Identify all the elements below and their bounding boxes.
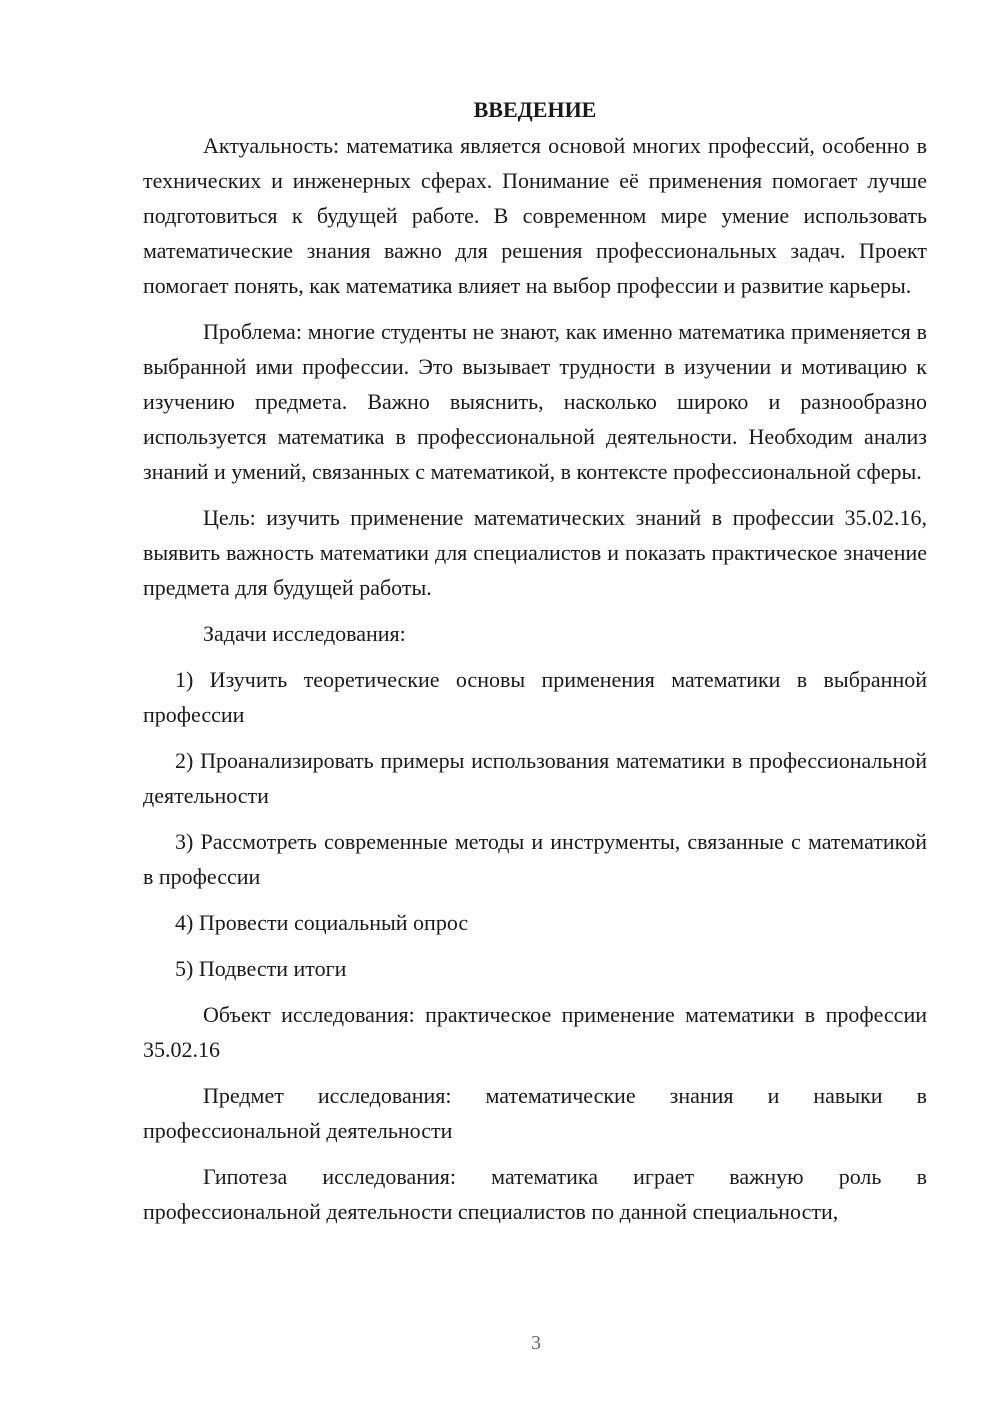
document-page	[143, 92, 927, 1240]
task-item-3: 3) Рассмотреть современные методы и инструменты, связанные с математикой в профессии	[143, 829, 927, 889]
task-item-2: 2) Проанализировать примеры использования математики в профессиональной деятельности	[143, 748, 927, 808]
paragraph-goal: Цель: изучить применение математических знаний в профессии 35.02.16, выявить важность математики для специалистов и показать практическое значение предмета для будущей работы.	[143, 505, 927, 600]
task-item-4: 4) Провести социальный опрос	[175, 910, 469, 935]
paragraph-object: Объект исследования: практическое применение математики в профессии 35.02.16	[143, 1002, 927, 1062]
task-item-1: 1) Изучить теоретические основы применения математики в выбранной профессии	[143, 667, 927, 727]
tasks-title: Задачи исследования:	[203, 621, 406, 646]
section-heading: ВВЕДЕНИЕ	[473, 97, 597, 122]
task-item-5: 5) Подвести итоги	[175, 956, 347, 981]
paragraph-subject: Предмет исследования: математические знания и навыки в профессиональной деятельности	[143, 1083, 927, 1143]
paragraph-problem: Проблема: многие студенты не знают, как именно математика применяется в выбранной ими профессии. Это вызывает трудности в изучении и мотивацию к изучению предмета. Важно выяснить, насколько широко и разнообразно используется математика в профессиональной деятельности. Необходим анализ знаний и умений, связанных с математикой, в контексте профессиональной сферы.	[143, 319, 927, 484]
paragraph-relevance: Актуальность: математика является основой многих профессий, особенно в технических и инженерных сферах. Понимание её применения помогает лучше подготовиться к будущей работе. В современном мире умение использовать математические знания важно для решения профессиональных задач. Проект помогает понять, как математика влияет на выбор профессии и развитие карьеры.	[143, 133, 927, 298]
paragraph-hypothesis: Гипотеза исследования: математика играет важную роль в профессиональной деятельности специалистов по данной специальности,	[143, 1164, 927, 1224]
page-number: 3	[531, 1332, 541, 1354]
